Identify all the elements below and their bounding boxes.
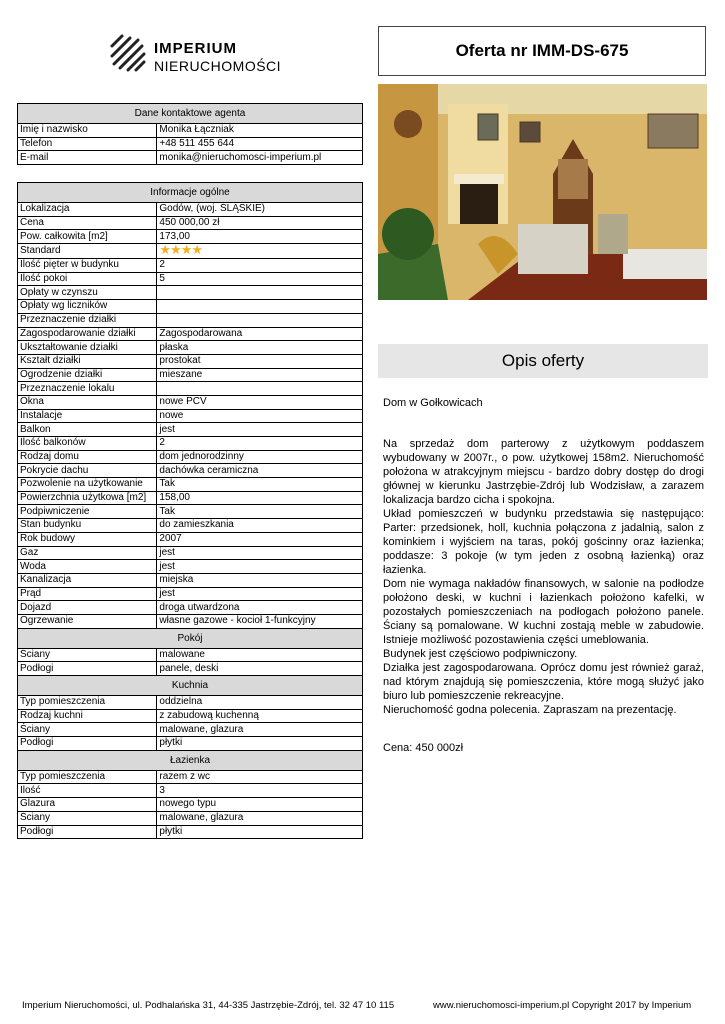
row-label: Prąd <box>18 587 157 601</box>
table-row <box>18 423 363 437</box>
row-value: nowe PCV <box>157 395 363 409</box>
brand-name: IMPERIUM <box>154 40 237 57</box>
row-label: Powierzchnia użytkowa [m2] <box>18 491 157 505</box>
table-row <box>18 709 363 723</box>
footer-website: www.nieruchomosci-imperium.pl Copyright 2017 by Imperium <box>433 1000 692 1011</box>
row-label: Standard <box>18 244 157 259</box>
row-label: Ilość pokoi <box>18 272 157 286</box>
row-label: Gaz <box>18 546 157 560</box>
row-value: razem z wc <box>157 770 363 784</box>
section-heading: Dane kontaktowe agenta <box>18 104 363 124</box>
description-paragraph: Budynek jest częściowo podpiwniczony. <box>383 648 578 660</box>
table-row <box>18 573 363 587</box>
row-value: jest <box>157 546 363 560</box>
row-label: Telefon <box>18 137 157 151</box>
brand-subtitle: NIERUCHOMOŚCI <box>154 58 282 74</box>
agent-contact-table <box>17 103 363 165</box>
row-value: 2007 <box>157 532 363 546</box>
row-value: 2 <box>157 437 363 451</box>
table-row <box>18 798 363 812</box>
table-row <box>18 409 363 423</box>
logo-stripes-icon <box>108 32 148 72</box>
row-value: 450 000,00 zł <box>157 216 363 230</box>
description-price: Cena: 450 000zł <box>383 742 464 754</box>
description-short: Dom w Gołkowicach <box>383 397 483 409</box>
row-value: jest <box>157 560 363 574</box>
table-row <box>18 811 363 825</box>
table-row <box>18 464 363 478</box>
table-row <box>18 519 363 533</box>
description-body <box>383 437 704 717</box>
offer-title: Oferta nr IMM-DS-675 <box>378 26 706 76</box>
row-label: Imię i nazwisko <box>18 124 157 138</box>
row-value: płytki <box>157 737 363 751</box>
table-row <box>18 723 363 737</box>
row-label: Ściany <box>18 723 157 737</box>
section-heading: Pokój <box>18 628 363 648</box>
row-label: Rodzaj kuchni <box>18 709 157 723</box>
description-heading: Opis oferty <box>378 344 708 378</box>
property-info-table <box>17 182 363 839</box>
section-heading: Łazienka <box>18 750 363 770</box>
row-value: nowe <box>157 409 363 423</box>
description-paragraph: Dom nie wymaga nakładów finansowych, w salonie na podłodze położono deski, w kuchni i łazienkach położono kafelki, w pozostałych pomieszczeniach na podłogach położono panele. Ściany są pomalowane. W kuchni zostają meble w zabudowie. Istnieje możliwość pozostawienia części umeblowania. <box>383 578 704 646</box>
row-value: z zabudową kuchenną <box>157 709 363 723</box>
row-label: Podpiwniczenie <box>18 505 157 519</box>
row-label: Ilość <box>18 784 157 798</box>
table-row <box>18 560 363 574</box>
table-row <box>18 662 363 676</box>
row-label: Glazura <box>18 798 157 812</box>
table-row <box>18 450 363 464</box>
table-row <box>18 546 363 560</box>
row-label: Lokalizacja <box>18 203 157 217</box>
table-row <box>18 124 363 138</box>
row-value: Zagospodarowana <box>157 327 363 341</box>
row-value <box>157 300 363 314</box>
row-label: Pokrycie dachu <box>18 464 157 478</box>
table-row <box>18 825 363 839</box>
row-label: Podłogi <box>18 737 157 751</box>
row-value: własne gazowe - kocioł 1-funkcyjny <box>157 614 363 628</box>
table-row <box>18 137 363 151</box>
row-value <box>157 286 363 300</box>
row-label: Podłogi <box>18 662 157 676</box>
description-paragraph: Układ pomieszczeń w budynku przedstawia się następująco: Parter: przedsionek, holl, kuchnia połączona z jadalnią, salon z kominkiem i wyjściem na taras, pokój gościnny oraz łazienka; poddasze: 3 pokoje (w tym jeden z osobną łazienką) oraz łazienka. <box>383 508 704 576</box>
row-value: droga utwardzona <box>157 601 363 615</box>
table-row <box>18 382 363 396</box>
table-row <box>18 737 363 751</box>
table-row <box>18 696 363 710</box>
row-label: Kształt działki <box>18 354 157 368</box>
row-value: 3 <box>157 784 363 798</box>
row-label: Okna <box>18 395 157 409</box>
row-value: Monika Łączniak <box>157 124 363 138</box>
table-row <box>18 327 363 341</box>
row-value: malowane, glazura <box>157 723 363 737</box>
table-row <box>18 272 363 286</box>
table-row <box>18 587 363 601</box>
row-label: Ogrodzenie działki <box>18 368 157 382</box>
table-row <box>18 478 363 492</box>
row-label: Przeznaczenie działki <box>18 313 157 327</box>
table-row <box>18 395 363 409</box>
table-row <box>18 784 363 798</box>
row-label: Rodzaj domu <box>18 450 157 464</box>
row-label: Przeznaczenie lokalu <box>18 382 157 396</box>
row-value: 2 <box>157 259 363 273</box>
table-row <box>18 368 363 382</box>
row-label: Ogrzewanie <box>18 614 157 628</box>
table-row <box>18 341 363 355</box>
section-heading: Informacje ogólne <box>18 183 363 203</box>
row-value: 158,00 <box>157 491 363 505</box>
standard-rating-stars <box>157 244 363 259</box>
row-label: Podłogi <box>18 825 157 839</box>
table-row <box>18 216 363 230</box>
row-value: jest <box>157 587 363 601</box>
description-paragraph: Działka jest zagospodarowana. Oprócz domu jest również garaż, nad którym znajdują się pomieszczenia, które mogą służyć jako biuro lub pomieszczenie rekreacyjne. <box>383 662 704 702</box>
table-row <box>18 230 363 244</box>
row-value: dachówka ceramiczna <box>157 464 363 478</box>
table-row <box>18 491 363 505</box>
row-value: do zamieszkania <box>157 519 363 533</box>
row-label: Ściany <box>18 811 157 825</box>
row-value: nowego typu <box>157 798 363 812</box>
row-label: E-mail <box>18 151 157 165</box>
row-label: Ilość balkonów <box>18 437 157 451</box>
description-paragraph: Nieruchomość godna polecenia. Zapraszam na prezentację. <box>383 704 677 716</box>
row-value: malowane <box>157 648 363 662</box>
row-value: malowane, glazura <box>157 811 363 825</box>
row-label: Rok budowy <box>18 532 157 546</box>
row-label: Zagospodarowanie działki <box>18 327 157 341</box>
row-value: dom jednorodzinny <box>157 450 363 464</box>
table-row <box>18 259 363 273</box>
row-label: Woda <box>18 560 157 574</box>
row-label: Typ pomieszczenia <box>18 696 157 710</box>
table-row <box>18 601 363 615</box>
row-value: płytki <box>157 825 363 839</box>
row-label: Cena <box>18 216 157 230</box>
row-value: prostokat <box>157 354 363 368</box>
row-value: mieszane <box>157 368 363 382</box>
table-row <box>18 614 363 628</box>
row-value: +48 511 455 644 <box>157 137 363 151</box>
table-row <box>18 300 363 314</box>
row-label: Pozwolenie na użytkowanie <box>18 478 157 492</box>
property-photo <box>378 84 707 300</box>
description-paragraph: Na sprzedaż dom parterowy z użytkowym poddaszem wybudowany w 2007r., o pow. użytkowej 158m2. Nieruchomość położona w atrakcyjnym miejscu - bardzo dobry dostęp do drogi głównej w kierunku Jastrzębie-Zdrój lub Wodzisław, a zarazem lokalizacja bardzo cicha i spokojna. <box>383 438 704 506</box>
section-heading: Kuchnia <box>18 676 363 696</box>
table-row <box>18 354 363 368</box>
row-label: Ściany <box>18 648 157 662</box>
table-row <box>18 244 363 259</box>
company-logo <box>108 32 288 76</box>
star-icon: ★★★★ <box>159 243 203 258</box>
row-label: Dojazd <box>18 601 157 615</box>
table-row <box>18 532 363 546</box>
row-label: Instalacje <box>18 409 157 423</box>
row-label: Ilość pięter w budynku <box>18 259 157 273</box>
row-label: Pow. całkowita [m2] <box>18 230 157 244</box>
table-row <box>18 437 363 451</box>
row-value <box>157 313 363 327</box>
row-label: Opłaty w czynszu <box>18 286 157 300</box>
row-value: monika@nieruchomosci-imperium.pl <box>157 151 363 165</box>
table-row <box>18 648 363 662</box>
row-value: Godów, (woj. ŚLĄSKIE) <box>157 203 363 217</box>
table-row <box>18 505 363 519</box>
row-label: Stan budynku <box>18 519 157 533</box>
row-label: Balkon <box>18 423 157 437</box>
row-value: miejska <box>157 573 363 587</box>
row-value: płaska <box>157 341 363 355</box>
table-row <box>18 313 363 327</box>
table-row <box>18 151 363 165</box>
row-label: Typ pomieszczenia <box>18 770 157 784</box>
row-value: 173,00 <box>157 230 363 244</box>
footer-address: Imperium Nieruchomości, ul. Podhalańska 31, 44-335 Jastrzębie-Zdrój, tel. 32 47 10 115 <box>22 1000 395 1011</box>
table-row <box>18 286 363 300</box>
row-value <box>157 382 363 396</box>
row-value: oddzielna <box>157 696 363 710</box>
row-label: Kanalizacja <box>18 573 157 587</box>
row-label: Opłaty wg liczników <box>18 300 157 314</box>
row-value: jest <box>157 423 363 437</box>
row-label: Ukształtowanie działki <box>18 341 157 355</box>
row-value: 5 <box>157 272 363 286</box>
table-row <box>18 770 363 784</box>
table-row <box>18 203 363 217</box>
row-value: panele, deski <box>157 662 363 676</box>
row-value: Tak <box>157 505 363 519</box>
row-value: Tak <box>157 478 363 492</box>
